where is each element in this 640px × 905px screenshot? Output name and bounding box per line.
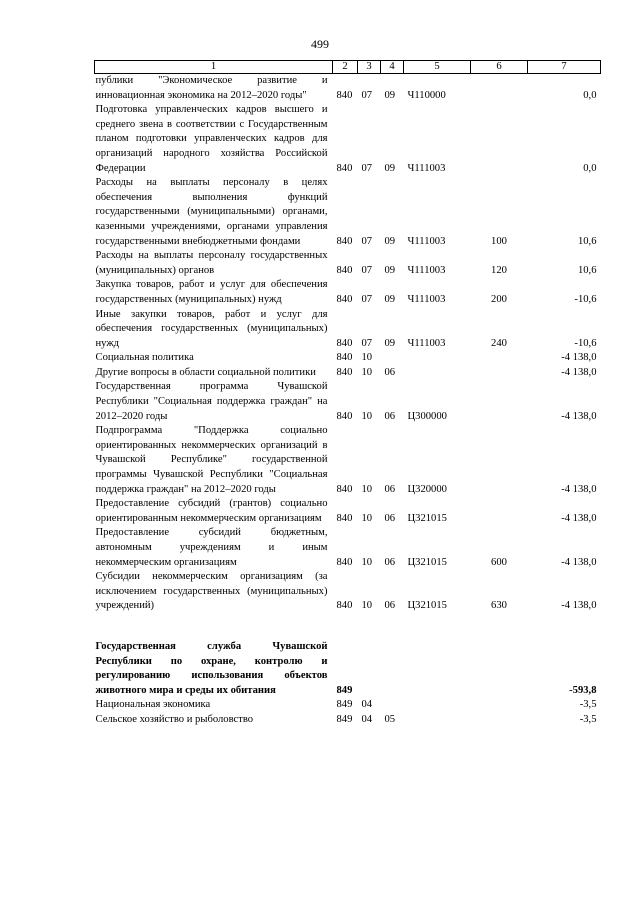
row-section-code: 07: [361, 162, 373, 174]
row-section-code: 07: [361, 293, 373, 305]
row-name: Предоставление субсидий (грантов) социально ориентированным некоммерческим организациям: [95, 498, 328, 524]
row-amount: -4 138,0: [561, 483, 597, 495]
row-subsection-code: 09: [384, 235, 396, 247]
row-subsection-code: 06: [384, 483, 396, 495]
row-name: Субсидии некоммерческим организациям (за исключением государственных (муниципальных) учреждений): [95, 571, 328, 612]
row-section-code: 10: [361, 366, 373, 378]
row-name: Национальная экономика: [95, 699, 211, 711]
table-row: [95, 698, 601, 713]
row-name: Закупка товаров, работ и услуг для обеспечения государственных (муниципальных) нужд: [95, 279, 328, 305]
row-ministry-code: 849: [336, 713, 353, 725]
table-row: [95, 380, 601, 424]
table-row: [95, 526, 601, 570]
row-target-code: Ч111003: [407, 235, 446, 247]
table-row: [95, 424, 601, 497]
row-ministry-code: 840: [336, 556, 353, 568]
row-target-code: [404, 366, 471, 381]
row-target-code: Ч111003: [407, 337, 446, 349]
row-section-code: 10: [361, 556, 373, 568]
row-amount: 0,0: [583, 162, 597, 174]
row-ministry-code: 840: [336, 264, 353, 276]
row-target-code: Ц300000: [407, 410, 447, 422]
page-number: 499: [311, 37, 329, 51]
row-name: Расходы на выплаты персоналу государственных (муниципальных) органов: [95, 250, 328, 276]
table-row: [95, 308, 601, 352]
row-ministry-code: 840: [336, 512, 353, 524]
column-header: 1: [95, 61, 333, 74]
row-section-code: 07: [361, 337, 373, 349]
row-amount: -10,6: [574, 293, 597, 305]
row-subsection-code: 09: [384, 264, 396, 276]
row-ministry-code: 840: [336, 337, 353, 349]
row-ministry-code: 840: [336, 235, 353, 247]
row-subsection-code: 09: [384, 293, 396, 305]
row-target-code: Ч111003: [407, 264, 446, 276]
table-row: [95, 570, 601, 614]
row-ministry-code: 840: [336, 483, 353, 495]
row-subsection-code: 05: [384, 713, 396, 725]
row-expense-type: 100: [491, 235, 507, 247]
row-ministry-code: 840: [336, 293, 353, 305]
row-target-code: [404, 698, 471, 713]
row-expense-type: 120: [491, 264, 507, 276]
row-amount: -4 138,0: [561, 556, 597, 568]
row-expense-type: 600: [491, 556, 507, 568]
row-name: Социальная политика: [95, 352, 194, 364]
row-subsection-code: 06: [384, 366, 396, 378]
row-ministry-code: 840: [336, 600, 353, 612]
row-target-code: Ч111003: [407, 162, 446, 174]
row-amount: -4 138,0: [561, 352, 597, 364]
column-header: 6: [471, 61, 528, 74]
row-name: Расходы на выплаты персоналу в целях обеспечения выполнения функций государственными (муниципальными) органами, казенными учреждениями, органами управления государственными внебюджетными фондами: [95, 177, 328, 247]
row-amount: -10,6: [574, 337, 597, 349]
row-subsection-code: 06: [384, 512, 396, 524]
row-amount: -593,8: [569, 684, 597, 696]
table-row: [95, 713, 601, 728]
row-ministry-code: 840: [336, 162, 353, 174]
row-section-code: 07: [361, 89, 373, 101]
row-ministry-code: 840: [336, 89, 353, 101]
row-target-code: [404, 351, 471, 366]
row-target-code: Ц321015: [407, 600, 447, 612]
row-subsection-code: 09: [384, 337, 396, 349]
row-section-code: 10: [361, 352, 373, 364]
table-row: [95, 249, 601, 278]
row-subsection-code: 09: [384, 89, 396, 101]
row-subsection-code: [381, 640, 404, 698]
row-expense-type: [471, 424, 528, 497]
row-subsection-code: 06: [384, 600, 396, 612]
row-ministry-code: 849: [336, 684, 353, 696]
row-amount: -3,5: [579, 713, 597, 725]
row-expense-type: [471, 640, 528, 698]
table-row: [95, 278, 601, 307]
row-expense-type: 240: [491, 337, 507, 349]
row-amount: -3,5: [579, 699, 597, 711]
table-row: [95, 366, 601, 381]
row-name: публики "Экономическое развитие и инновационная экономика на 2012–2020 годы": [95, 75, 328, 101]
row-amount: -4 138,0: [561, 366, 597, 378]
row-amount: 0,0: [583, 89, 597, 101]
row-amount: -4 138,0: [561, 512, 597, 524]
row-target-code: Ц321015: [407, 556, 447, 568]
row-section-code: 10: [361, 600, 373, 612]
row-section-code: 04: [361, 713, 373, 725]
row-target-code: Ч110000: [407, 89, 446, 101]
row-target-code: [404, 713, 471, 728]
row-target-code: Ч111003: [407, 293, 446, 305]
row-subsection-code: [381, 351, 404, 366]
row-name: Другие вопросы в области социальной политики: [95, 366, 316, 378]
table-header-row: [95, 61, 601, 74]
column-header: 4: [381, 61, 404, 74]
spacer-row: [95, 614, 601, 640]
row-target-code: [404, 640, 471, 698]
row-name: Государственная служба Чувашской Республики по охране, контролю и регулированию использования объектов животного мира и среды их обитания: [95, 640, 328, 696]
row-subsection-code: 06: [384, 556, 396, 568]
row-section-code: 10: [361, 483, 373, 495]
row-ministry-code: 840: [336, 410, 353, 422]
row-section-code: 07: [361, 264, 373, 276]
row-expense-type: [471, 497, 528, 526]
row-expense-type: 200: [491, 293, 507, 305]
row-target-code: Ц321015: [407, 512, 447, 524]
row-name: Подготовка управленческих кадров высшего и среднего звена в соответствии с Государственным планом подготовки управленческих кадров для организаций народного хозяйства Российской Федерации: [95, 104, 328, 174]
row-subsection-code: [381, 698, 404, 713]
row-name: Предоставление субсидий бюджетным, автономным учреждениям и иным некоммерческим организациям: [95, 527, 328, 568]
row-name: Иные закупки товаров, работ и услуг для обеспечения государственных (муниципальных) нужд: [95, 308, 328, 349]
table-body: [95, 74, 601, 728]
row-ministry-code: 849: [336, 699, 353, 711]
row-ministry-code: 840: [336, 352, 353, 364]
table-row: [95, 351, 601, 366]
row-subsection-code: 09: [384, 162, 396, 174]
row-expense-type: [471, 713, 528, 728]
row-name: Подпрограмма "Поддержка социально ориентированных некоммерческих организаций в Чувашской Республике" государственной программы Чувашской Республики "Социальная поддержка граждан" на 2012–2020 годы: [95, 425, 328, 495]
column-header: 2: [333, 61, 358, 74]
column-header: 3: [358, 61, 381, 74]
table-row: [95, 74, 601, 104]
row-expense-type: 630: [491, 600, 507, 612]
row-amount: -4 138,0: [561, 600, 597, 612]
table-row: [95, 103, 601, 176]
row-ministry-code: 840: [336, 366, 353, 378]
table-row: [95, 497, 601, 526]
row-section-code: [358, 640, 381, 698]
row-section-code: 10: [361, 512, 373, 524]
row-expense-type: [471, 366, 528, 381]
row-expense-type: [471, 74, 528, 104]
row-amount: 10,6: [577, 235, 597, 247]
column-header: 7: [528, 61, 601, 74]
row-amount: -4 138,0: [561, 410, 597, 422]
row-name: Сельское хозяйство и рыболовство: [95, 713, 254, 725]
row-section-code: 07: [361, 235, 373, 247]
row-target-code: Ц320000: [407, 483, 447, 495]
table-row: [95, 640, 601, 698]
row-section-code: 04: [361, 699, 373, 711]
row-expense-type: [471, 103, 528, 176]
table-row: [95, 176, 601, 249]
budget-table: [94, 60, 601, 728]
row-expense-type: [471, 698, 528, 713]
row-name: Государственная программа Чувашской Республики "Социальная поддержка граждан" на 2012–2020 годы: [95, 381, 328, 422]
row-section-code: 10: [361, 410, 373, 422]
column-header: 5: [404, 61, 471, 74]
row-expense-type: [471, 380, 528, 424]
row-amount: 10,6: [577, 264, 597, 276]
row-expense-type: [471, 351, 528, 366]
row-subsection-code: 06: [384, 410, 396, 422]
